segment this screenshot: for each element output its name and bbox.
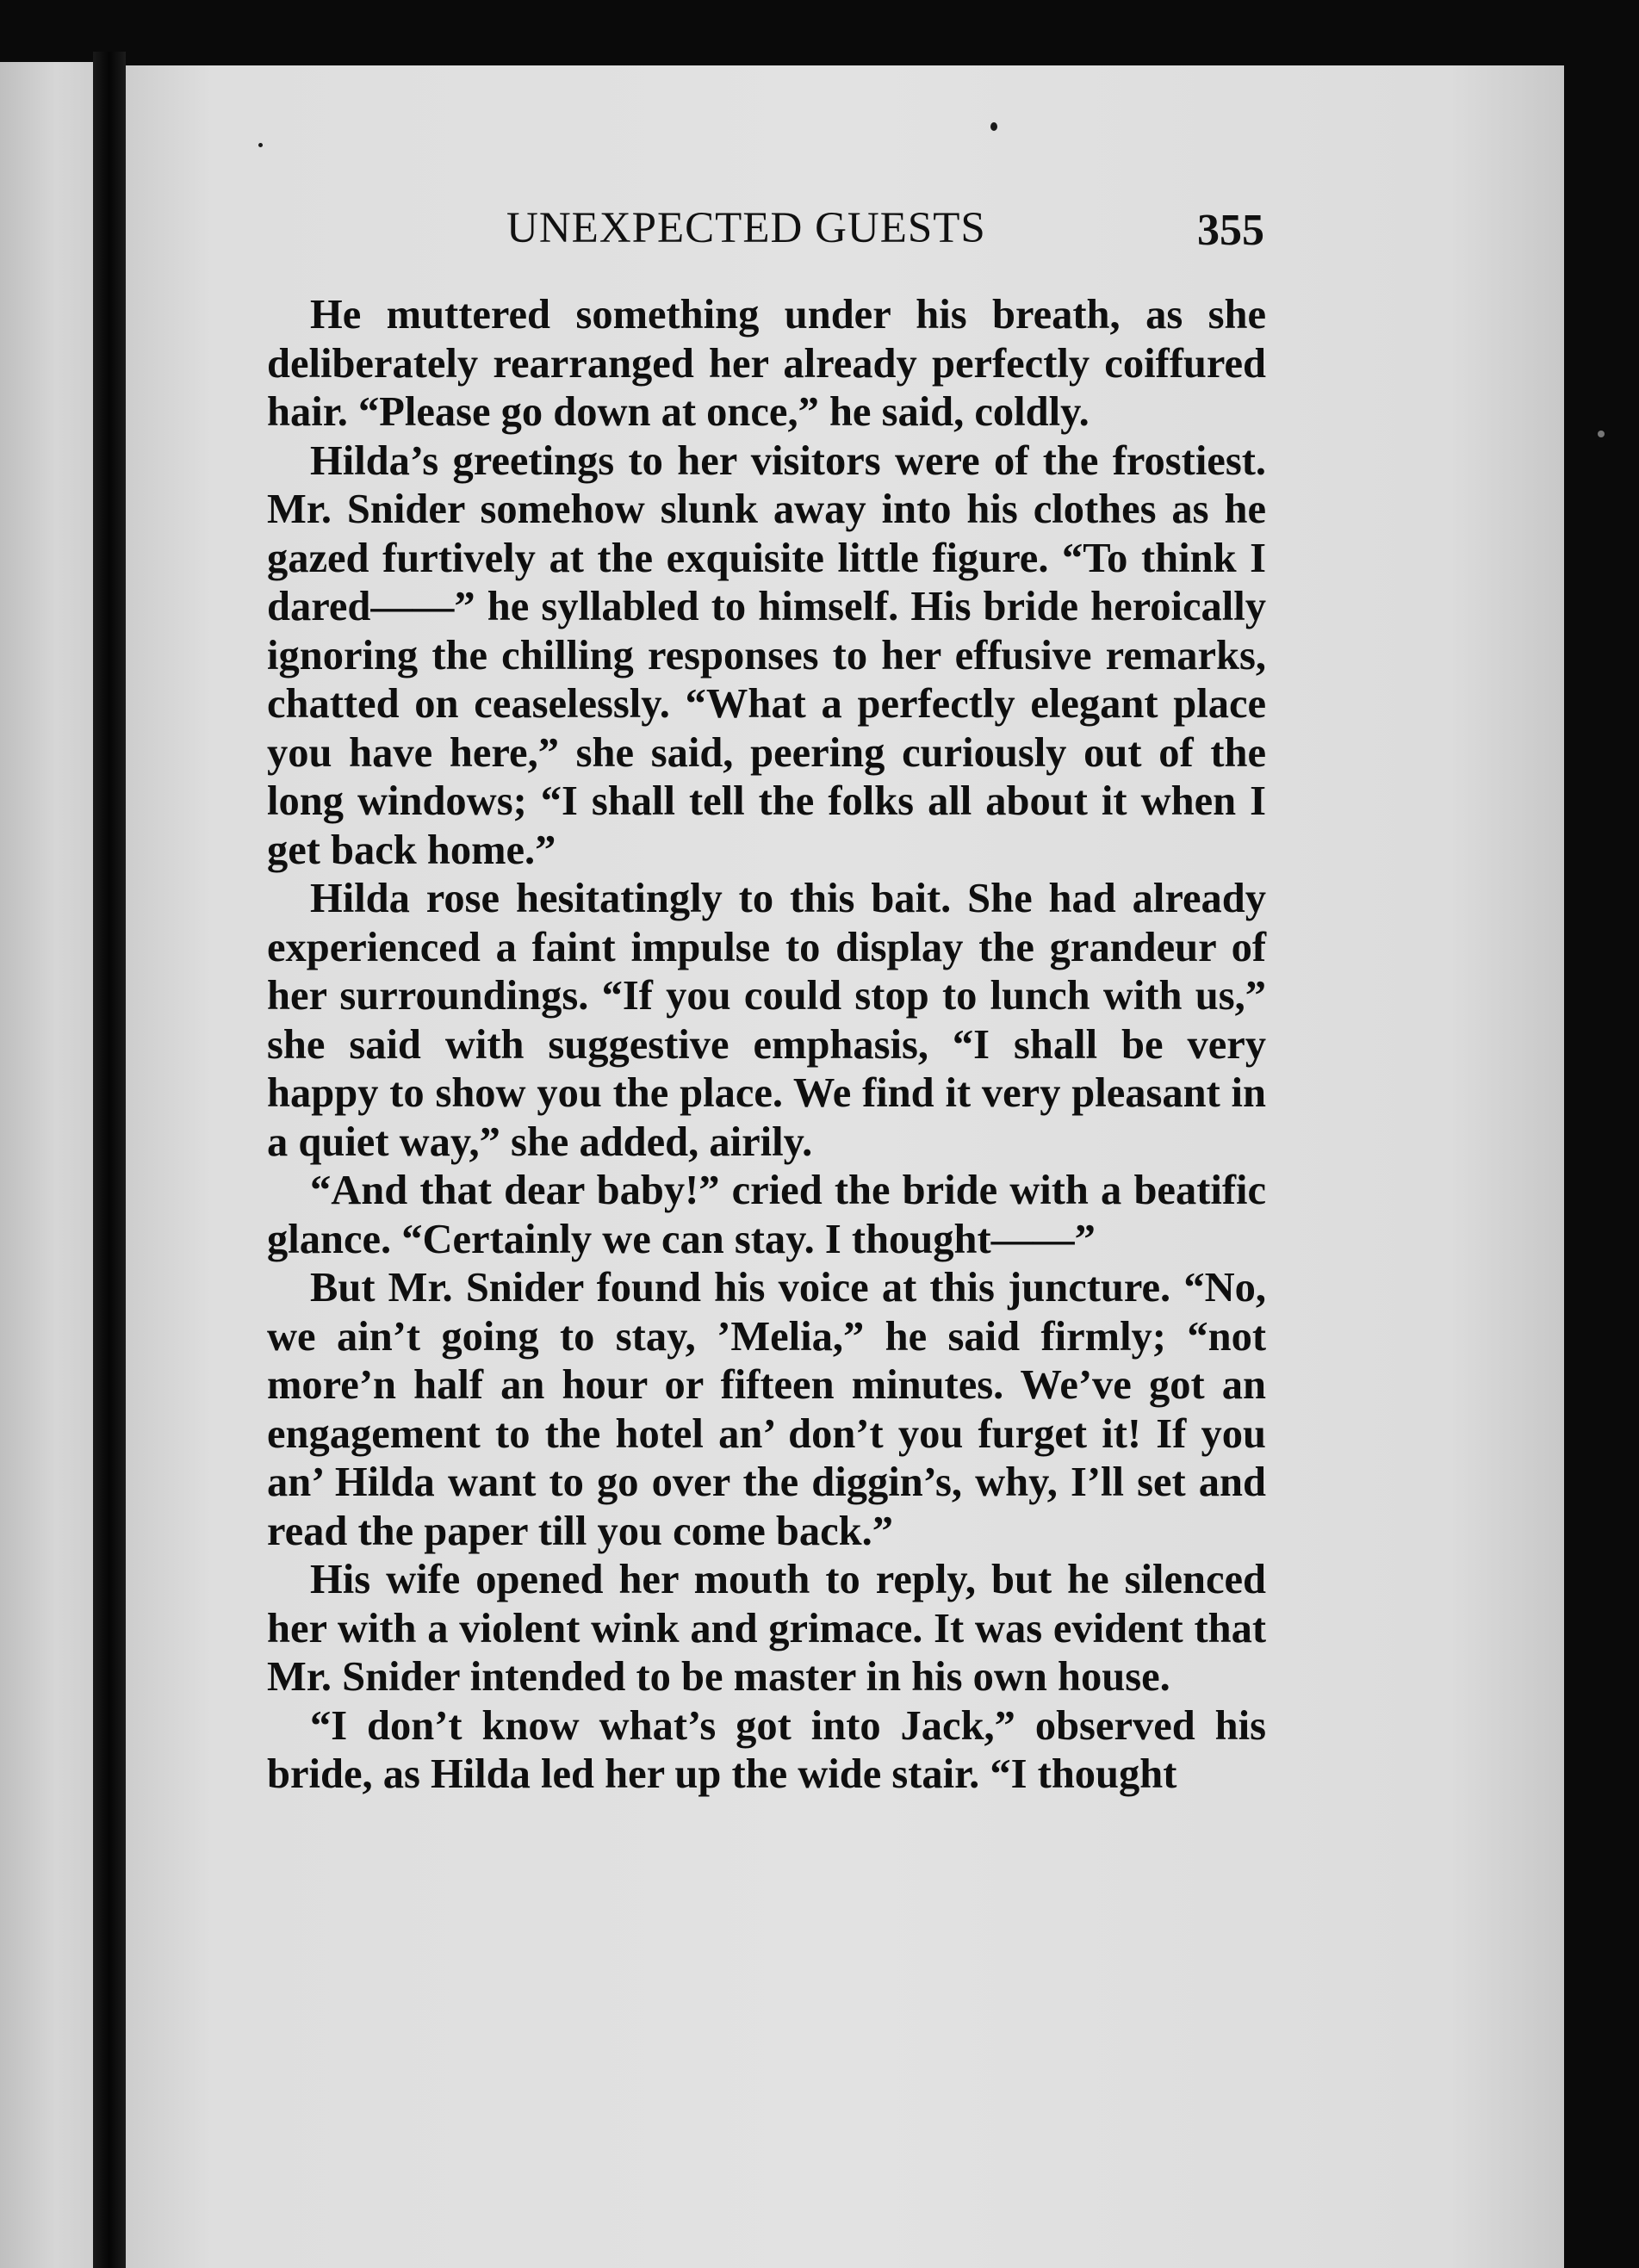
paragraph: Hilda’s greetings to her visitors were of the frostiest. Mr. Snider somehow slunk away into his clothes as he gazed furtively at the exquisite little figure. “To think I dared——” he syllabled to himself. His bride heroically ignoring the chilling responses to her effusive remarks, chatted on ceaselessly. “What a perfectly elegant place you have here,” she said, peering curiously out of the long windows; “I shall tell the folks all about it when I get back home.”	[267, 437, 1266, 873]
paragraph: Hilda rose hesitatingly to this bait. She had already experienced a faint impulse to display the grandeur of her surroundings. “If you could stop to lunch with us,” she said with suggestive emphasis, “I shall be very happy to show you the place. We find it very pleasant in a quiet way,” she added, airily.	[267, 876, 1266, 1165]
paragraph: He muttered something under his breath, as she deliberately rearranged her already perfectly coiffured hair. “Please go down at once,” he said, coldly.	[267, 292, 1266, 435]
dust-speck	[1598, 431, 1605, 437]
dust-speck	[258, 143, 263, 147]
paragraph: But Mr. Snider found his voice at this juncture. “No, we ain’t going to stay, ’Melia,” he said firmly; “not more’n half an hour or fifteen minutes. We’ve got an engagement to the hotel an’ don’t you furget it! If you an’ Hilda want to go over the diggin’s, why, I’ll set and read the paper till you come back.”	[267, 1265, 1266, 1554]
facing-page-edge	[0, 62, 93, 2268]
right-border	[1564, 52, 1639, 2268]
dust-speck	[990, 122, 997, 131]
page-number: 355	[1197, 206, 1264, 255]
book-gutter	[93, 52, 126, 2268]
running-head: UNEXPECTED GUESTS	[506, 204, 986, 252]
page-header	[0, 203, 1639, 255]
paragraph: His wife opened her mouth to reply, but he silenced her with a violent wink and grimace. It was evident that Mr. Snider intended to be master in his own house.	[267, 1557, 1266, 1700]
paragraph: “I don’t know what’s got into Jack,” observed his bride, as Hilda led her up the wide stair. “I thought	[267, 1702, 1266, 1797]
body-text	[267, 291, 1266, 1800]
paragraph: “And that dear baby!” cried the bride with a beatific glance. “Certainly we can stay. I thought——”	[267, 1168, 1266, 1262]
